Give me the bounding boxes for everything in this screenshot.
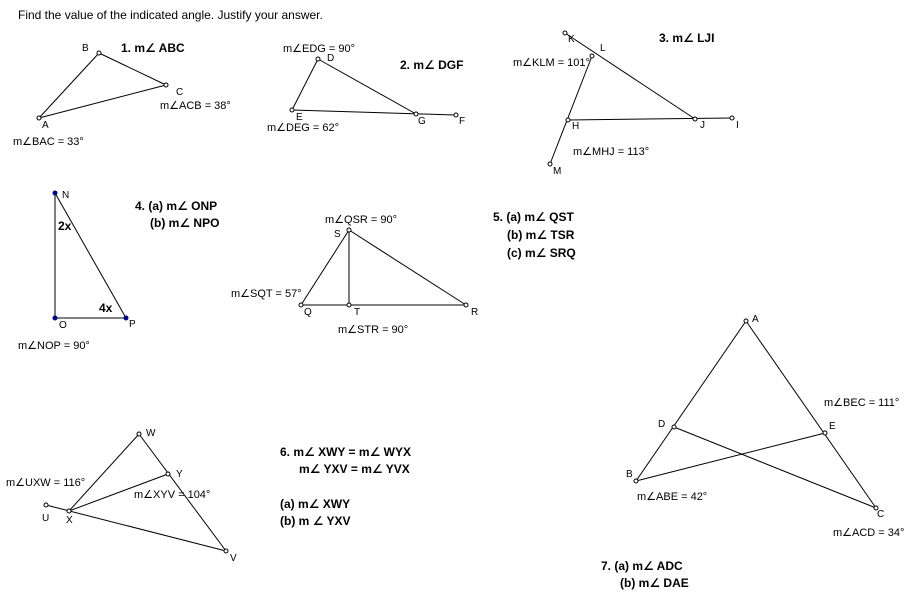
point-w — [137, 432, 141, 436]
point-p — [124, 316, 128, 320]
label-d7: D — [658, 419, 666, 430]
problem-4-figure — [53, 190, 136, 331]
label-r: R — [471, 307, 479, 318]
given-klm: m∠KLM = 101° — [513, 57, 590, 69]
point-b — [97, 51, 101, 55]
given-xyv: m∠XYV = 104° — [134, 489, 211, 501]
point-t — [347, 303, 351, 307]
label-q: Q — [304, 307, 312, 318]
problem-4-title-b: (b) m∠ NPO — [150, 216, 220, 230]
point-s — [347, 228, 351, 232]
point-q — [299, 303, 303, 307]
point-u — [44, 503, 48, 507]
label-x: X — [66, 515, 73, 526]
given-uxw: m∠UXW = 116° — [6, 477, 86, 489]
label-u: U — [42, 513, 50, 524]
point-d7 — [672, 425, 676, 429]
segment-ab — [39, 53, 99, 118]
segment-hi — [568, 118, 732, 120]
given-edg: m∠EDG = 90° — [283, 43, 356, 55]
given-abe: m∠ABE = 42° — [637, 491, 708, 503]
given-str: m∠STR = 90° — [338, 324, 409, 336]
label-b7: B — [626, 469, 633, 480]
label-v: V — [230, 553, 237, 564]
given-bac: m∠BAC = 33° — [13, 136, 84, 148]
point-k — [563, 31, 567, 35]
label-b: B — [82, 43, 89, 54]
label-a7: A — [752, 314, 759, 325]
label-s: S — [334, 229, 341, 240]
segment-xw — [69, 434, 139, 511]
segment-np — [55, 193, 126, 318]
segment-ef — [292, 110, 456, 115]
point-l — [590, 54, 594, 58]
given-deg: m∠DEG = 62° — [267, 122, 340, 134]
given-acd: m∠ACD = 34° — [833, 527, 905, 539]
point-e — [290, 108, 294, 112]
segment-bc — [99, 53, 166, 85]
problem-5-title-c: (c) m∠ SRQ — [507, 246, 576, 260]
point-y — [166, 472, 170, 476]
given-acb: m∠ACB = 38° — [160, 100, 231, 112]
label-g: G — [418, 116, 426, 127]
problem-1-title: 1. m∠ ABC — [121, 41, 185, 55]
point-a — [37, 116, 41, 120]
given-mhj: m∠MHJ = 113° — [573, 146, 650, 158]
given-bec: m∠BEC = 111° — [824, 397, 900, 409]
label-j: J — [700, 120, 705, 131]
label-f: F — [459, 116, 466, 127]
label-l: L — [600, 43, 606, 54]
point-c — [164, 83, 168, 87]
label-c7: C — [877, 509, 885, 520]
problem-7-figure — [626, 314, 884, 520]
segment-ac — [39, 85, 166, 118]
instructions-text: Find the value of the indicated angle. Justify your answer. — [18, 8, 323, 22]
problem-4-title-a: 4. (a) m∠ ONP — [135, 199, 218, 213]
label-d: D — [327, 53, 335, 64]
label-n: N — [62, 190, 70, 201]
label-e7: E — [829, 421, 836, 432]
label-a: A — [42, 120, 49, 131]
label-t: T — [354, 307, 361, 318]
point-j — [693, 117, 697, 121]
point-i — [730, 116, 734, 120]
label-p: P — [129, 319, 136, 330]
segment-ed — [292, 59, 318, 110]
label-i: I — [736, 120, 739, 131]
point-f — [454, 113, 458, 117]
problem-2-title: 2. m∠ DGF — [400, 58, 464, 72]
point-a7 — [744, 319, 748, 323]
angle-mark-4x: 4x — [99, 301, 113, 315]
segment-uv — [46, 505, 226, 551]
point-d — [316, 57, 320, 61]
problem-7-title-a: 7. (a) m∠ ADC — [601, 559, 683, 573]
problem-6-title-a: (a) m∠ XWY — [280, 497, 351, 511]
problem-6-title-b: (b) m ∠ YXV — [280, 514, 351, 528]
point-b7 — [634, 479, 638, 483]
segment-ac7 — [746, 321, 876, 508]
segment-sr — [349, 230, 466, 305]
problem-5-title-a: 5. (a) m∠ QST — [493, 210, 574, 224]
label-c: C — [176, 87, 184, 98]
label-y: Y — [176, 469, 183, 480]
problem-3-title: 3. m∠ LJI — [659, 31, 715, 45]
point-x — [67, 509, 71, 513]
point-r — [464, 303, 468, 307]
label-w: W — [146, 428, 156, 439]
point-m — [548, 162, 552, 166]
problem-1-figure — [37, 43, 183, 131]
problem-5-title-b: (b) m∠ TSR — [507, 228, 575, 242]
point-n — [53, 191, 57, 195]
label-o: O — [59, 320, 67, 331]
label-e: E — [296, 112, 303, 123]
label-h: H — [572, 121, 580, 132]
label-m: M — [553, 166, 562, 177]
point-o — [53, 316, 57, 320]
point-h — [566, 118, 570, 122]
given-qsr: m∠QSR = 90° — [325, 214, 398, 226]
segment-sq — [301, 230, 349, 305]
point-e7 — [823, 431, 827, 435]
problem-7-title-b: (b) m∠ DAE — [620, 576, 689, 590]
point-v — [224, 549, 228, 553]
label-k: K — [568, 34, 575, 45]
problem-5-figure — [299, 228, 478, 318]
given-nop: m∠NOP = 90° — [18, 340, 90, 352]
problem-6-title-2: m∠ YXV = m∠ YVX — [299, 462, 410, 476]
problem-6-title-1: 6. m∠ XWY = m∠ WYX — [280, 445, 411, 459]
angle-mark-2x: 2x — [58, 219, 72, 233]
given-sqt: m∠SQT = 57° — [231, 288, 302, 300]
